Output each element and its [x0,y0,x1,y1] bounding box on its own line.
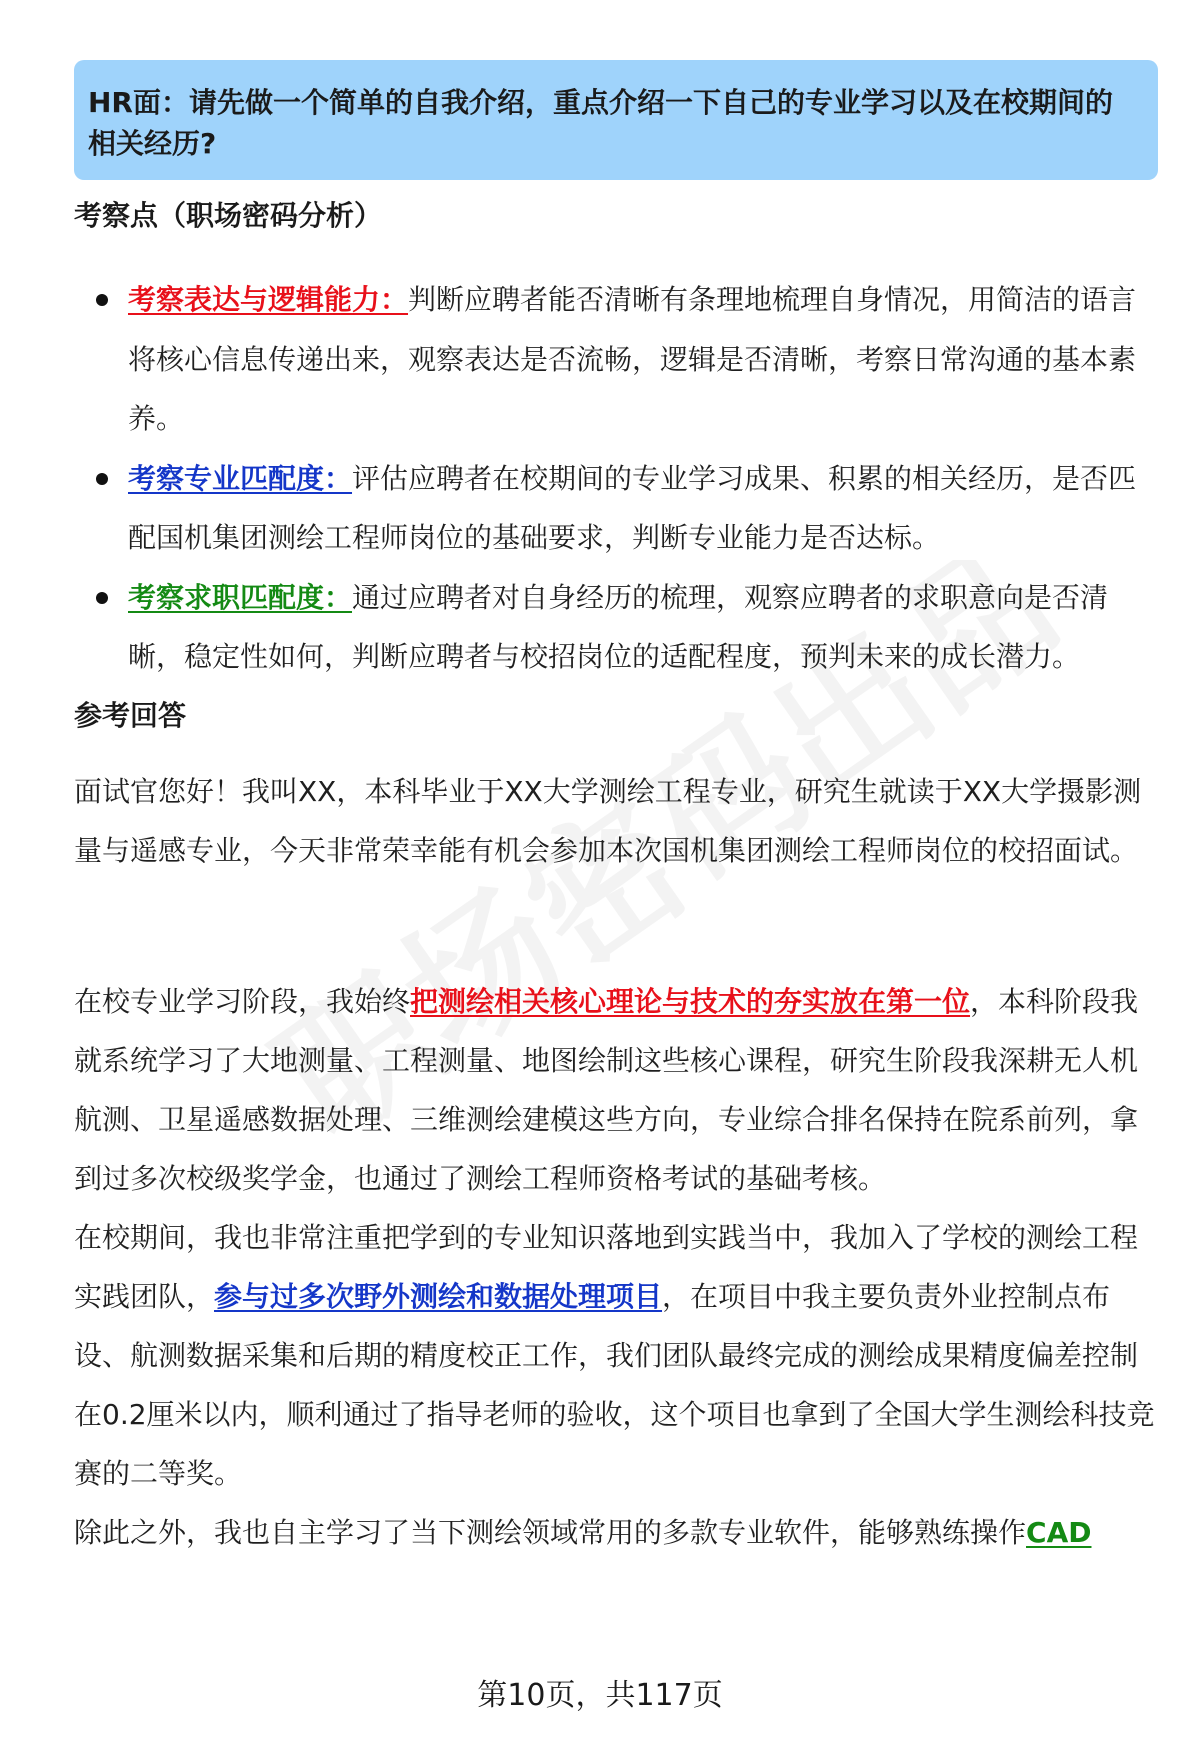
analysis-keyword: 考察求职匹配度： [128,580,353,614]
answer-text: 在校专业学习阶段，我始终 [74,985,411,1018]
question-box [74,60,1158,180]
answer-highlight: 参与过多次野外测绘和数据处理项目 [214,1280,663,1313]
answer-text: ，在项目中我主要负责外业控制点布设、航测数据采集和后期的精度校正工作，我们团队最终完成的测绘成果精度偏差控制在0.2厘米以内，顺利通过了指导老师的验收，这个项目也拿到了全国大学生测绘科技竞赛的二等奖。 [74,1280,1155,1490]
answer-highlight: CAD [1026,1516,1092,1549]
bullet-dot-icon [96,473,108,485]
answer-highlight: 把测绘相关核心理论与技术的夯实放在第一位 [410,985,971,1018]
analysis-text: 通过应聘者对自身经历的梳理，观察应聘者的求职意向是否清晰，稳定性如何，判断应聘者与校招岗位的适配程度，预判未来的成长潜力。 [128,580,1109,673]
answer-paragraph-study [74,972,1164,1208]
bullet-dot-icon [96,592,108,604]
analysis-item-professional [74,449,1164,568]
answer-paragraph-intro: 面试官您好！我叫XX，本科毕业于XX大学测绘工程专业，研究生就读于XX大学摄影测量与遥感专业，今天非常荣幸能有机会参加本次国机集团测绘工程师岗位的校招面试。 [74,775,1142,867]
analysis-text: 判断应聘者能否清晰有条理地梳理自身情况，用简洁的语言将核心信息传递出来，观察表达是否流畅，逻辑是否清晰，考察日常沟通的基本素养。 [128,283,1137,435]
question-text: HR面：请先做一个简单的自我介绍，重点介绍一下自己的专业学习以及在校期间的相关经历? [88,86,1113,160]
answer-paragraph-practice [74,1208,1164,1503]
answer-text: ，本科阶段我就系统学习了大地测量、工程测量、地图绘制这些核心课程，研究生阶段我深耕无人机航测、卫星遥感数据处理、三维测绘建模这些方向，专业综合排名保持在院系前列，拿到过多次校级奖学金，也通过了测绘工程师资格考试的基础考核。 [74,985,1139,1195]
bullet-dot-icon [96,294,108,306]
analysis-text: 评估应聘者在校期间的专业学习成果、积累的相关经历，是否匹配国机集团测绘工程师岗位的基础要求，判断专业能力是否达标。 [128,461,1137,554]
answer-paragraph-software [74,1503,1164,1562]
page-number: 第10页，共117页 [477,1678,723,1713]
analysis-keyword: 考察专业匹配度： [128,461,353,495]
analysis-list [74,270,1164,687]
analysis-heading: 考察点（职场密码分析） [74,199,383,232]
analysis-item-expression [74,270,1164,449]
answer-text: 除此之外，我也自主学习了当下测绘领域常用的多款专业软件，能够熟练操作 [74,1516,1027,1549]
answer-text: 在校期间，我也非常注重把学到的专业知识落地到实践当中，我加入了学校的测绘工程实践团队， [74,1221,1139,1313]
answer-heading: 参考回答 [74,699,187,732]
analysis-keyword: 考察表达与逻辑能力： [128,283,409,316]
analysis-item-job-fit [74,568,1164,687]
